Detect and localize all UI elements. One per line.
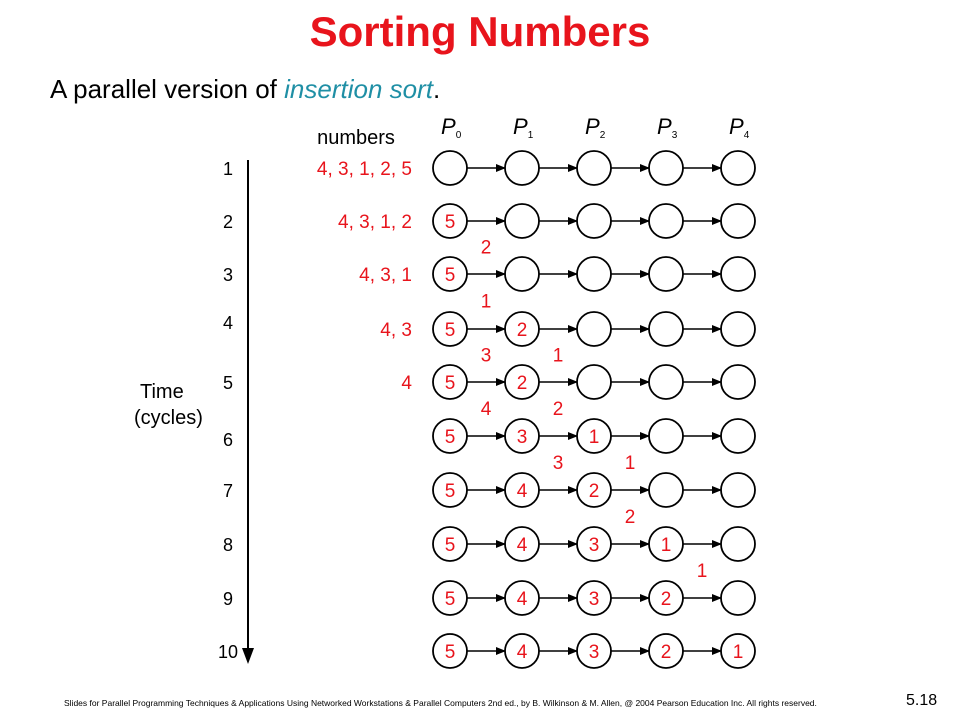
processor-cell (577, 204, 611, 238)
input-numbers: 4, 3, 1 (359, 265, 412, 286)
cell-value: 5 (444, 373, 456, 394)
processor-cell (721, 527, 755, 561)
processor-cell (721, 365, 755, 399)
processor-cell (577, 365, 611, 399)
processor-cell (721, 473, 755, 507)
slide-title: Sorting Numbers (309, 8, 651, 55)
cycle-row (223, 151, 755, 185)
cell-value: 5 (444, 642, 456, 663)
input-numbers: 4 (401, 373, 412, 394)
processor-cell (721, 419, 755, 453)
processor-cell (577, 257, 611, 291)
cell-value: 5 (444, 265, 456, 286)
cell-value: 4 (516, 481, 528, 502)
cycle-number: 6 (222, 430, 234, 450)
cycle-row (223, 204, 755, 238)
cell-value: 2 (516, 373, 528, 394)
time-axis-arrowhead (242, 648, 254, 664)
processor-cell (649, 365, 683, 399)
cycle-number: 2 (222, 212, 234, 232)
passed-value: 2 (552, 399, 564, 420)
footer-credit: Slides for Parallel Programming Techniques & Applications Using Networked Workstations & Parallel Computers 2nd ed., by B. Wilkinson & M. Allen, @ 2004 Pearson Education Inc. All rights reserved. (64, 698, 817, 708)
cell-value: 1 (732, 642, 744, 663)
cell-value: 4 (516, 642, 528, 663)
processor-cell (649, 312, 683, 346)
passed-value: 2 (480, 237, 492, 259)
processor-label-3: P3 (657, 114, 678, 141)
processor-cell (433, 151, 467, 185)
processor-cell (721, 312, 755, 346)
processor-cell (721, 581, 755, 615)
cell-value: 1 (588, 427, 600, 448)
cycle-row (223, 257, 755, 291)
input-numbers: 4, 3 (380, 320, 412, 341)
processor-label-0: P0 (441, 114, 462, 141)
cell-value: 3 (588, 535, 600, 556)
passed-value: 1 (696, 561, 708, 582)
cell-value: 4 (516, 589, 528, 610)
cycle-number: 1 (222, 159, 234, 179)
processor-cell (505, 151, 539, 185)
processor-label-2: P2 (585, 114, 606, 141)
cell-value: 5 (444, 535, 456, 556)
cell-value: 2 (660, 589, 672, 610)
cell-value: 2 (660, 642, 672, 663)
cycle-number: 3 (222, 265, 234, 285)
passed-value: 3 (480, 345, 492, 367)
cycle-row (218, 634, 755, 668)
processor-cell (649, 257, 683, 291)
cycle-row (223, 365, 755, 399)
passed-value: 2 (624, 507, 636, 528)
cycle-row (223, 527, 755, 561)
processor-cell (721, 151, 755, 185)
cycle-row (223, 581, 755, 615)
time-label: Time (140, 381, 184, 403)
cell-value: 5 (444, 589, 456, 610)
processor-cell (649, 204, 683, 238)
processor-cell (577, 151, 611, 185)
subtitle-suffix: . (432, 74, 441, 104)
passed-value: 1 (624, 453, 636, 474)
processor-cell (577, 312, 611, 346)
cycle-row (223, 419, 755, 453)
cell-value: 3 (588, 589, 600, 610)
cell-value: 5 (444, 320, 456, 341)
cell-value: 4 (516, 535, 528, 556)
processor-cell (721, 204, 755, 238)
cycle-number: 7 (222, 481, 234, 501)
cell-value: 2 (588, 481, 600, 502)
processor-label-4: P4 (729, 114, 750, 141)
subtitle-prefix: A parallel version of (50, 74, 285, 104)
processor-cell (505, 257, 539, 291)
cell-value: 3 (588, 642, 600, 663)
input-numbers: 4, 3, 1, 2, 5 (316, 159, 412, 180)
cell-value: 5 (444, 481, 456, 502)
cell-value: 2 (516, 320, 528, 341)
cycle-number: 4 (222, 313, 234, 333)
cycle-number: 8 (222, 535, 234, 555)
numbers-label: numbers (317, 127, 395, 149)
passed-value: 4 (480, 399, 492, 420)
processor-label-1: P1 (513, 114, 534, 141)
passed-value: 1 (480, 291, 492, 313)
processor-cell (505, 204, 539, 238)
cycle-number: 10 (217, 642, 239, 662)
processor-cell (721, 257, 755, 291)
cell-value: 1 (660, 535, 672, 556)
processor-cell (649, 151, 683, 185)
processor-cell (649, 419, 683, 453)
time-cycles-label: (cycles) (134, 407, 203, 429)
slide-number: 5.18 (906, 692, 938, 709)
input-numbers: 4, 3, 1, 2 (338, 212, 412, 233)
passed-value: 1 (552, 345, 564, 367)
cycle-number: 9 (222, 589, 234, 609)
passed-value: 3 (552, 453, 564, 474)
cell-value: 5 (444, 427, 456, 448)
cycle-number: 5 (222, 373, 234, 393)
subtitle-emphasis: insertion sort (284, 74, 433, 104)
processor-labels (441, 114, 750, 141)
cell-value: 5 (444, 212, 456, 233)
cycle-row (223, 312, 755, 346)
cycle-row (223, 473, 755, 507)
processor-cell (649, 473, 683, 507)
cell-value: 3 (516, 427, 528, 448)
